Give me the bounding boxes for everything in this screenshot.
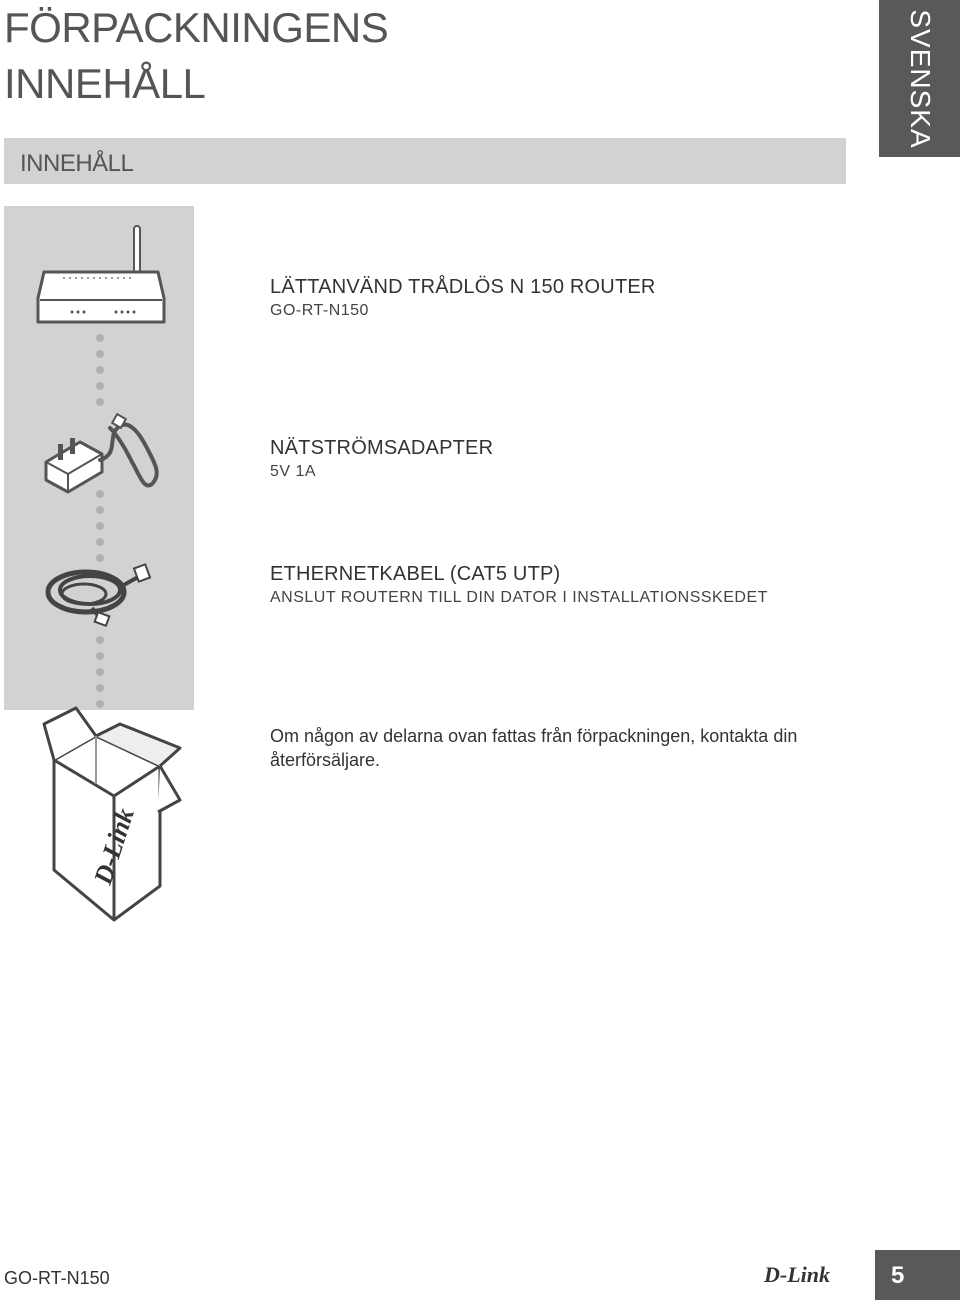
language-tab — [879, 0, 960, 157]
ethernet-cable-icon — [44, 562, 154, 626]
item-title: NÄTSTRÖMSADAPTER — [270, 437, 494, 459]
box-brand-text: D-Link — [88, 804, 140, 888]
page-title-line1: FÖRPACKNINGENS — [4, 4, 389, 51]
item-title: LÄTTANVÄND TRÅDLÖS N 150 ROUTER — [270, 276, 656, 298]
separator-dots — [96, 490, 104, 570]
router-icon — [34, 226, 168, 328]
footer-logo: D-Link — [764, 1262, 830, 1287]
item-subtitle: ANSLUT ROUTERN TILL DIN DATOR I INSTALLATIONSSKEDET — [270, 589, 768, 606]
section-heading-bar — [4, 138, 846, 184]
item-subtitle: GO-RT-N150 — [270, 302, 369, 319]
item-subtitle: 5V 1A — [270, 463, 317, 480]
section-heading: INNEHÅLL — [20, 150, 134, 177]
page-number: 5 — [891, 1262, 905, 1289]
page-title — [4, 0, 388, 112]
missing-parts-note: Om någon av delarna ovan fattas från förpackningen, kontakta din återförsäljare. — [270, 726, 798, 770]
item-title: ETHERNETKABEL (CAT5 UTP) — [270, 563, 561, 585]
page-title-line2: INNEHÅLL — [4, 60, 206, 107]
footer-model: GO-RT-N150 — [4, 1268, 110, 1288]
language-tab-label: SVENSKA — [904, 8, 936, 149]
separator-dots — [96, 334, 104, 414]
dlink-box-icon — [40, 700, 190, 925]
page-number-box — [875, 1250, 960, 1300]
power-adapter-icon — [40, 414, 164, 494]
